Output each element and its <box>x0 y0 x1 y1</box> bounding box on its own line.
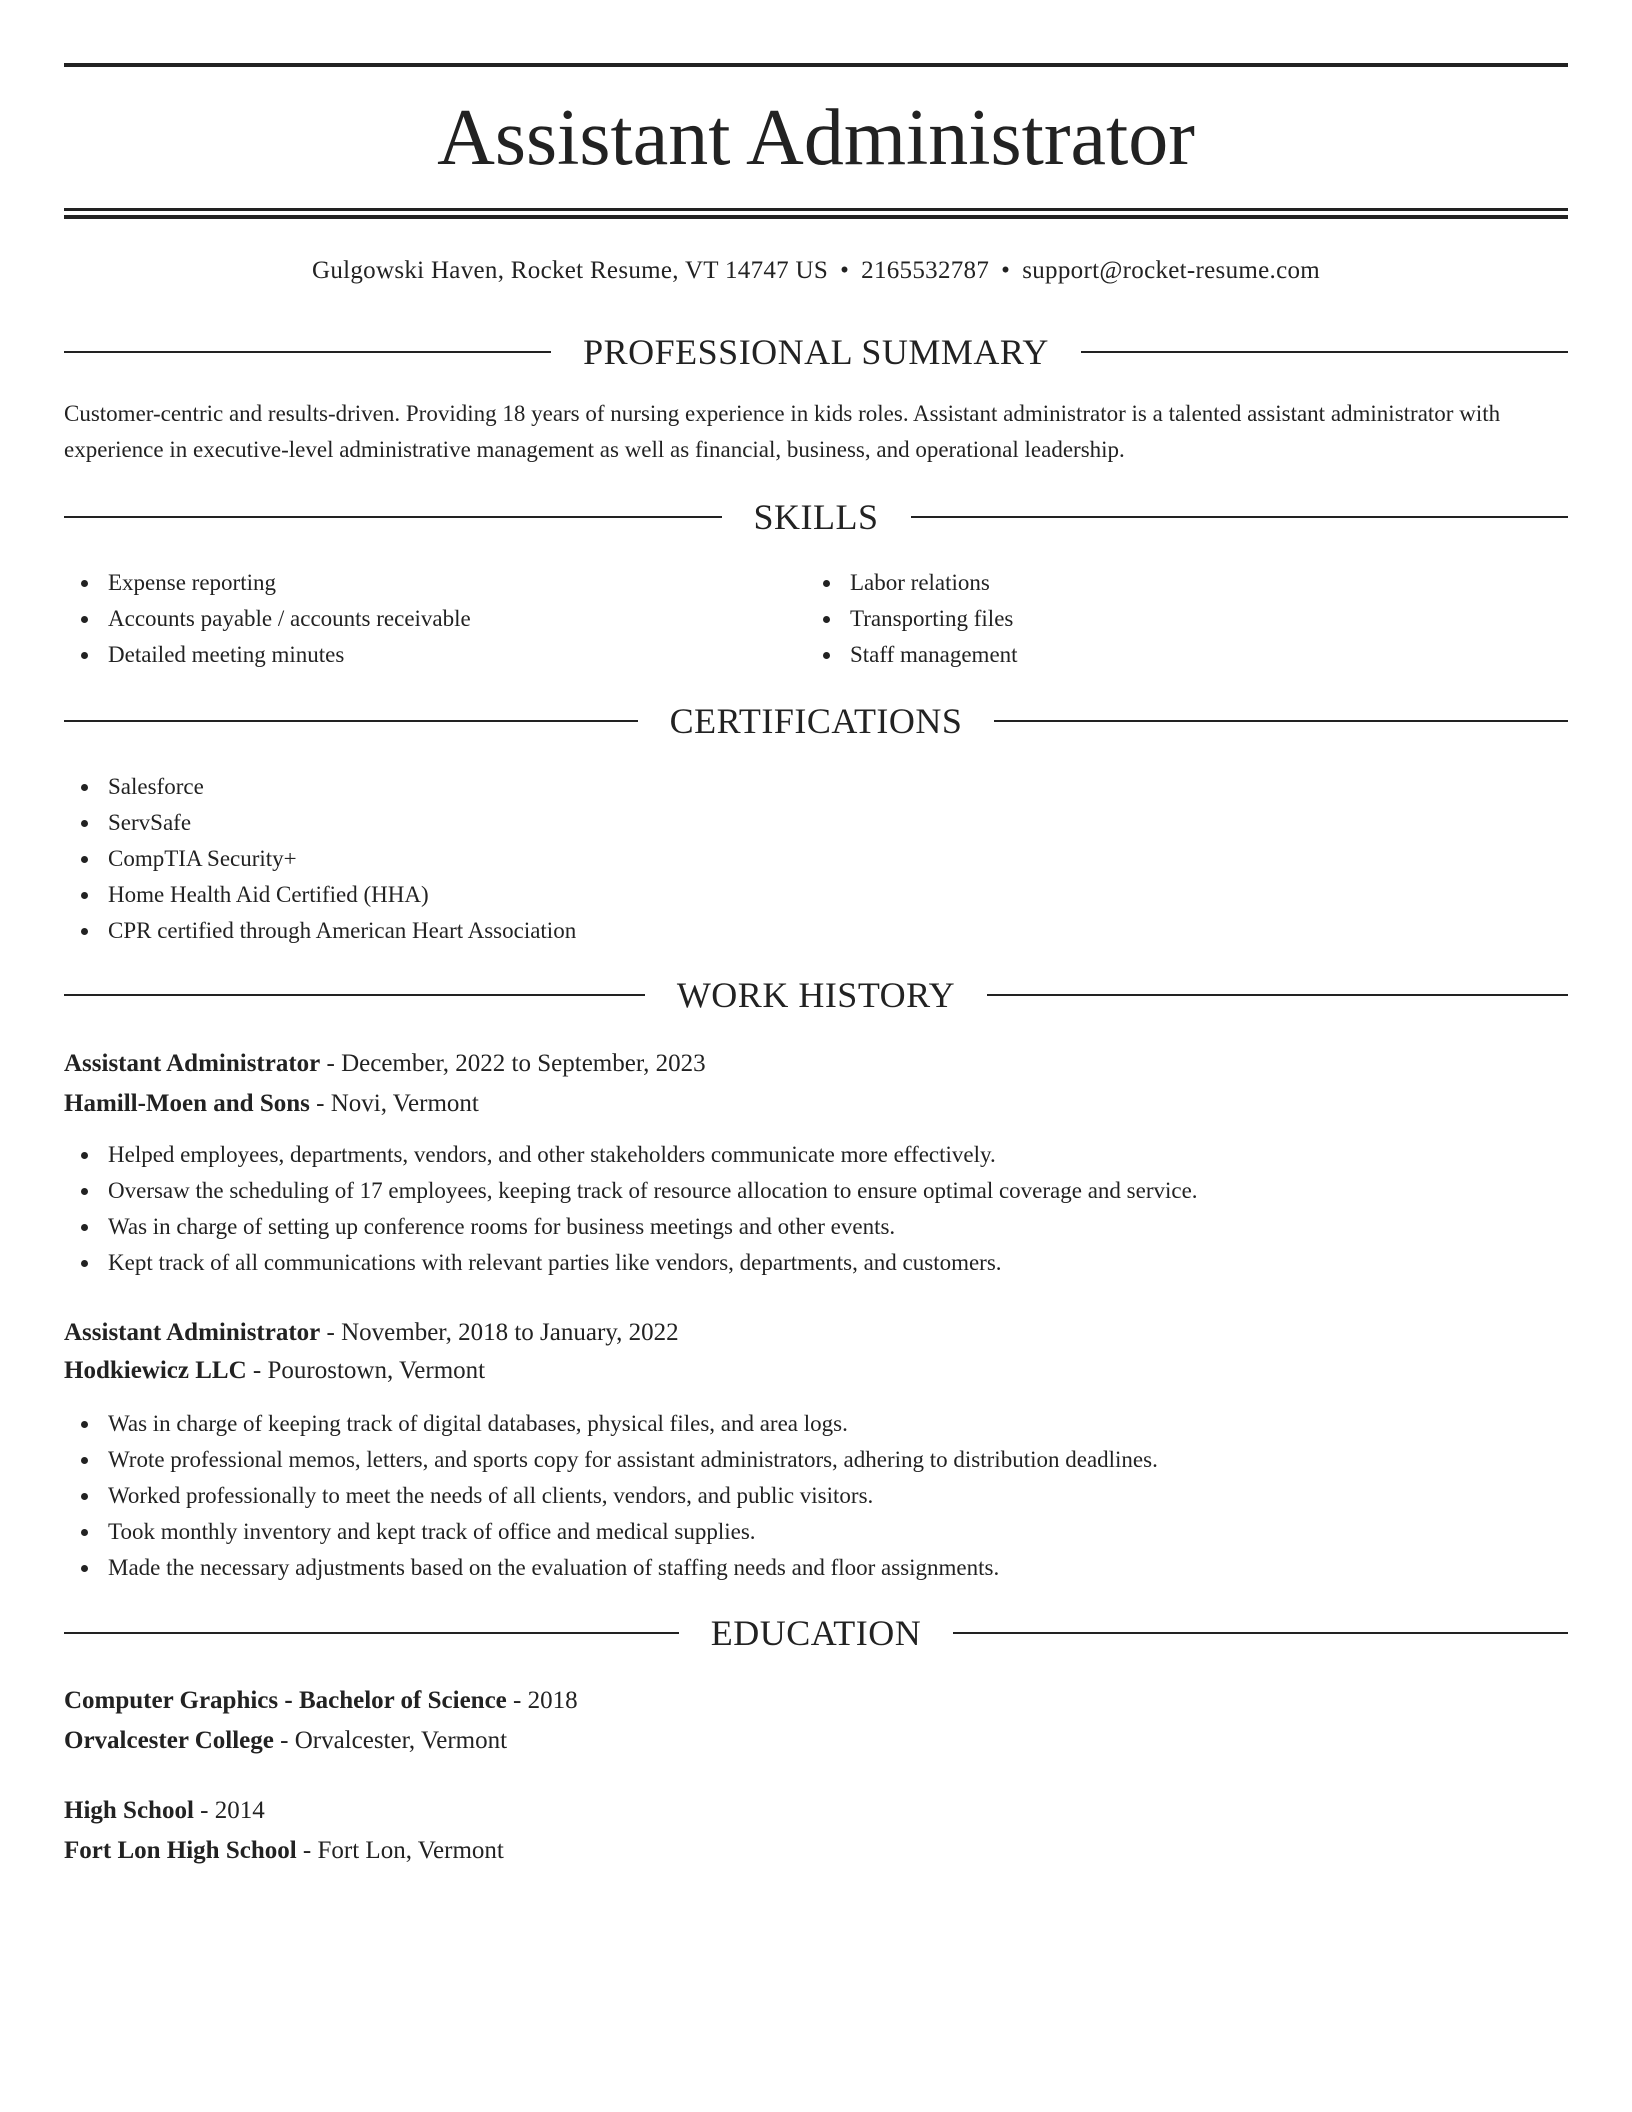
skills-list-right <box>806 565 1018 673</box>
job-bullets <box>64 1137 1198 1281</box>
job-separator: - <box>309 1090 331 1117</box>
job-bullet: Helped employees, departments, vendors, and other stakeholders communicate more effectively. <box>64 1137 1198 1173</box>
job-bullet: Was in charge of keeping track of digital databases, physical files, and area logs. <box>64 1406 1158 1442</box>
heading-rule <box>64 516 722 518</box>
certifications-heading-label: CERTIFICATIONS <box>669 701 963 741</box>
certification-item: Home Health Aid Certified (HHA) <box>64 877 576 913</box>
heading-rule <box>911 516 1569 518</box>
job-bullet: Oversaw the scheduling of 17 employees, keeping track of resource allocation to ensure optimal coverage and service. <box>64 1173 1198 1209</box>
education-school-line <box>64 1831 1568 1871</box>
summary-section-heading <box>64 327 1568 377</box>
job-company-line <box>64 1084 1568 1124</box>
heading-rule <box>994 720 1568 722</box>
skills-section-heading <box>64 492 1568 542</box>
work-heading-label: WORK HISTORY <box>676 975 956 1015</box>
title-double-rule <box>64 208 1568 219</box>
job-separator: - <box>320 1319 342 1346</box>
skill-item: Expense reporting <box>64 565 471 601</box>
job-company-line <box>64 1351 1568 1391</box>
job-title-line <box>64 1044 1568 1084</box>
education-year: 2014 <box>214 1797 265 1824</box>
skill-item: Labor relations <box>806 565 1018 601</box>
skills-heading-label: SKILLS <box>753 497 879 537</box>
education-school-line <box>64 1721 1568 1761</box>
job-company: Hamill-Moen and Sons <box>64 1090 310 1117</box>
summary-heading-label: PROFESSIONAL SUMMARY <box>583 332 1049 372</box>
job-bullet: Made the necessary adjustments based on the evaluation of staffing needs and floor assignments. <box>64 1550 1158 1586</box>
education-separator: - <box>273 1727 295 1754</box>
job-company: Hodkiewicz LLC <box>64 1357 247 1384</box>
education-section-heading <box>64 1608 1568 1658</box>
contact-phone: 2165532787 <box>861 257 990 284</box>
job-dates: November, 2018 to January, 2022 <box>341 1319 679 1346</box>
skill-item: Accounts payable / accounts receivable <box>64 601 471 637</box>
job-bullet: Wrote professional memos, letters, and sports copy for assistant administrators, adhering to distribution deadlines. <box>64 1442 1158 1478</box>
skill-item: Staff management <box>806 637 1018 673</box>
job-separator: - <box>246 1357 268 1384</box>
job-title: Assistant Administrator <box>64 1319 321 1346</box>
certifications-section-heading <box>64 696 1568 746</box>
education-separator: - <box>506 1687 528 1714</box>
contact-line <box>64 253 1568 289</box>
heading-rule <box>64 351 551 353</box>
education-year: 2018 <box>527 1687 578 1714</box>
certification-item: ServSafe <box>64 805 576 841</box>
contact-separator: • <box>1001 257 1011 284</box>
job-separator: - <box>320 1050 342 1077</box>
job-bullet: Was in charge of setting up conference rooms for business meetings and other events. <box>64 1209 1198 1245</box>
top-rule <box>64 63 1568 67</box>
education-degree: Computer Graphics - Bachelor of Science <box>64 1687 507 1714</box>
certification-item: Salesforce <box>64 769 576 805</box>
skill-item: Detailed meeting minutes <box>64 637 471 673</box>
contact-email: support@rocket-resume.com <box>1022 257 1321 284</box>
job-dates: December, 2022 to September, 2023 <box>341 1050 706 1077</box>
work-section-heading <box>64 970 1568 1020</box>
skill-item: Transporting files <box>806 601 1018 637</box>
education-degree: High School <box>64 1797 194 1824</box>
job-location: Pourostown, Vermont <box>267 1357 486 1384</box>
education-separator: - <box>193 1797 215 1824</box>
heading-rule <box>64 1632 679 1634</box>
education-separator: - <box>296 1837 318 1864</box>
education-school: Fort Lon High School <box>64 1837 297 1864</box>
job-bullets <box>64 1406 1158 1586</box>
job-location: Novi, Vermont <box>330 1090 479 1117</box>
job-bullet: Took monthly inventory and kept track of office and medical supplies. <box>64 1514 1158 1550</box>
education-location: Fort Lon, Vermont <box>317 1837 504 1864</box>
education-degree-line <box>64 1681 1568 1721</box>
education-heading-label: EDUCATION <box>710 1613 922 1653</box>
summary-text: Customer-centric and results-driven. Providing 18 years of nursing experience in kids roles. Assistant administrator is a talented assistant administrator with experience in executive-level administrative management as well as financial, business, and operational leadership. <box>64 401 1501 462</box>
skills-list-left <box>64 565 471 673</box>
education-location: Orvalcester, Vermont <box>294 1727 508 1754</box>
heading-rule <box>953 1632 1568 1634</box>
education-degree-line <box>64 1791 1568 1831</box>
job-bullet: Worked professionally to meet the needs of all clients, vendors, and public visitors. <box>64 1478 1158 1514</box>
certification-item: CPR certified through American Heart Association <box>64 913 576 949</box>
job-title-line <box>64 1313 1568 1353</box>
heading-rule <box>64 994 645 996</box>
contact-address: Gulgowski Haven, Rocket Resume, VT 14747 US <box>311 257 829 284</box>
education-school: Orvalcester College <box>64 1727 274 1754</box>
contact-separator: • <box>840 257 850 284</box>
job-title: Assistant Administrator <box>64 1050 321 1077</box>
certifications-list <box>64 769 576 949</box>
heading-rule <box>64 720 638 722</box>
job-bullet: Kept track of all communications with relevant parties like vendors, departments, and customers. <box>64 1245 1198 1281</box>
heading-rule <box>987 994 1568 996</box>
heading-rule <box>1081 351 1568 353</box>
resume-title: Assistant Administrator <box>437 94 1195 182</box>
certification-item: CompTIA Security+ <box>64 841 576 877</box>
